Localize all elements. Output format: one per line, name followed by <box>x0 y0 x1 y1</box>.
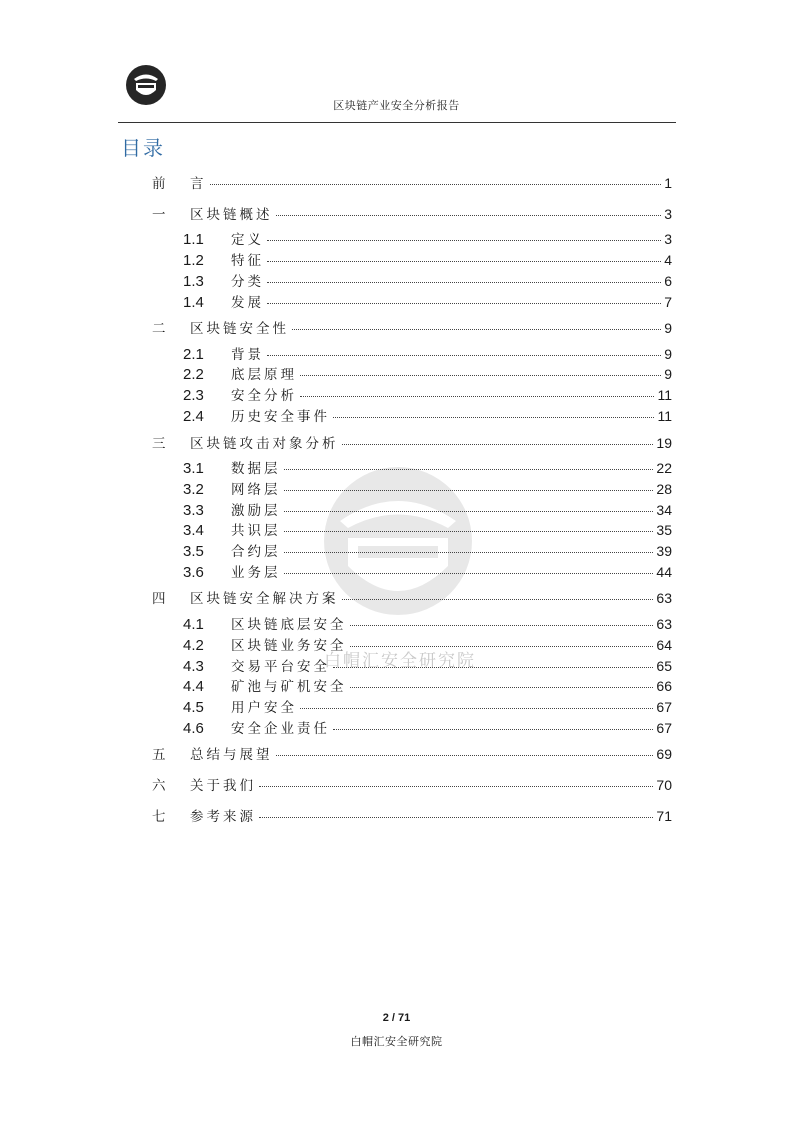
toc-number: 1.2 <box>183 252 204 269</box>
toc-number: 4.1 <box>183 616 204 633</box>
toc-section-row[interactable] <box>183 384 672 404</box>
toc-page-number: 11 <box>657 408 672 424</box>
toc-page-number: 70 <box>656 777 672 793</box>
toc-number: 1.4 <box>183 294 204 311</box>
toc-title: 安全企业责任 <box>231 721 330 737</box>
toc-leader-dots <box>210 184 662 185</box>
toc-section-row[interactable] <box>183 634 672 654</box>
toc-chapter-row[interactable] <box>152 317 672 337</box>
toc-title: 区块链概述 <box>190 207 273 223</box>
toc-page-number: 19 <box>656 435 672 451</box>
toc-number: 五 <box>152 747 166 763</box>
footer-page-number: 2 / 71 <box>382 1012 411 1024</box>
toc-leader-dots <box>342 444 654 445</box>
toc-page-number: 22 <box>656 460 672 476</box>
toc-number: 3.4 <box>183 522 204 539</box>
toc-page-number: 11 <box>657 387 672 403</box>
toc-leader-dots <box>284 573 654 574</box>
toc-page-number: 39 <box>656 543 672 559</box>
toc-page-number: 63 <box>656 590 672 606</box>
toc-leader-dots <box>284 531 654 532</box>
toc-page-number: 34 <box>656 502 672 518</box>
toc-number: 4.4 <box>183 678 204 695</box>
toc-page-number: 71 <box>656 808 672 824</box>
header-title: 区块链产业安全分析报告 <box>333 99 460 112</box>
toc-number: 4.3 <box>183 658 204 675</box>
toc-page-number: 3 <box>664 231 672 247</box>
toc-number: 3.1 <box>183 460 204 477</box>
toc-section-row[interactable] <box>183 696 672 716</box>
toc-chapter-row[interactable] <box>152 432 672 452</box>
toc-leader-dots <box>267 303 661 304</box>
toc-title: 发展 <box>231 295 264 311</box>
toc-page-number: 64 <box>656 637 672 653</box>
toc-title: 共识层 <box>231 523 281 539</box>
toc-title: 合约层 <box>231 544 281 560</box>
toc-leader-dots <box>284 552 654 553</box>
toc-leader-dots <box>342 599 654 600</box>
toc-section-row[interactable] <box>183 405 672 425</box>
toc-title: 矿池与矿机安全 <box>231 679 347 695</box>
toc-number: 二 <box>152 321 166 337</box>
toc-number: 3.5 <box>183 543 204 560</box>
toc-leader-dots <box>333 667 653 668</box>
toc-section-row[interactable] <box>183 561 672 581</box>
toc-page-number: 44 <box>656 564 672 580</box>
toc-title: 特征 <box>231 253 264 269</box>
toc-leader-dots <box>276 215 662 216</box>
toc-leader-dots <box>267 355 661 356</box>
toc-title: 区块链底层安全 <box>231 617 347 633</box>
toc-chapter-row[interactable] <box>152 587 672 607</box>
toc-leader-dots <box>284 511 654 512</box>
toc-page-number: 6 <box>664 273 672 289</box>
toc-title: 分类 <box>231 274 264 290</box>
toc-heading: 目录 <box>121 136 165 160</box>
toc-leader-dots <box>300 708 653 709</box>
toc-number: 3.2 <box>183 481 204 498</box>
toc-leader-dots <box>350 646 654 647</box>
toc-section-row[interactable] <box>183 655 672 675</box>
toc-title: 背景 <box>231 347 264 363</box>
toc-title: 定义 <box>231 232 264 248</box>
toc-chapter-row[interactable] <box>152 203 672 223</box>
toc-number: 前 <box>152 176 166 192</box>
toc-leader-dots <box>333 417 654 418</box>
toc-number: 4.5 <box>183 699 204 716</box>
footer-organization: 白帽汇安全研究院 <box>350 1035 443 1048</box>
toc-number: 2.2 <box>183 366 204 383</box>
toc-section-row[interactable] <box>183 457 672 477</box>
toc-number: 一 <box>152 207 166 223</box>
toc-title: 区块链攻击对象分析 <box>190 436 339 452</box>
toc-number: 三 <box>152 436 166 452</box>
toc-title: 安全分析 <box>231 388 297 404</box>
toc-chapter-row[interactable] <box>152 743 672 763</box>
toc-number: 1.3 <box>183 273 204 290</box>
toc-page-number: 65 <box>656 658 672 674</box>
toc-page-number: 63 <box>656 616 672 632</box>
toc-number: 4.2 <box>183 637 204 654</box>
toc-title: 业务层 <box>231 565 281 581</box>
toc-title: 交易平台安全 <box>231 659 330 675</box>
toc-title: 关于我们 <box>190 778 256 794</box>
toc-number: 七 <box>152 809 166 825</box>
toc-page-number: 66 <box>656 678 672 694</box>
toc-chapter-row[interactable] <box>152 774 672 794</box>
toc-section-row[interactable] <box>183 519 672 539</box>
toc-title: 区块链安全性 <box>190 321 289 337</box>
toc-title: 网络层 <box>231 482 281 498</box>
toc-number: 1.1 <box>183 231 204 248</box>
toc-section-row[interactable] <box>183 675 672 695</box>
toc-section-row[interactable] <box>183 343 672 363</box>
toc-leader-dots <box>276 755 654 756</box>
toc-page-number: 3 <box>664 206 672 222</box>
toc-title: 历史安全事件 <box>231 409 330 425</box>
toc-title: 用户安全 <box>231 700 297 716</box>
toc-section-row[interactable] <box>183 270 672 290</box>
toc-section-row[interactable] <box>183 613 672 633</box>
toc-section-row[interactable] <box>183 717 672 737</box>
toc-page-number: 67 <box>656 699 672 715</box>
toc-leader-dots <box>292 329 661 330</box>
toc-section-row[interactable] <box>183 228 672 248</box>
toc-leader-dots <box>259 786 653 787</box>
toc-number: 3.3 <box>183 502 204 519</box>
toc-chapter-row[interactable] <box>152 805 672 825</box>
toc-section-row[interactable] <box>183 499 672 519</box>
toc-title: 激励层 <box>231 503 281 519</box>
toc-leader-dots <box>300 375 661 376</box>
toc-leader-dots <box>267 261 661 262</box>
toc-leader-dots <box>350 625 654 626</box>
toc-title: 区块链安全解决方案 <box>190 591 339 607</box>
toc-section-row[interactable] <box>183 291 672 311</box>
toc-page-number: 9 <box>664 320 672 336</box>
toc-page-number: 4 <box>664 252 672 268</box>
toc-leader-dots <box>259 817 653 818</box>
toc-number: 4.6 <box>183 720 204 737</box>
toc-leader-dots <box>284 490 654 491</box>
toc-number: 六 <box>152 778 166 794</box>
toc-page-number: 7 <box>664 294 672 310</box>
toc-page-number: 69 <box>656 746 672 762</box>
toc-title: 底层原理 <box>231 367 297 383</box>
toc-number: 四 <box>152 591 166 607</box>
toc-leader-dots <box>333 729 653 730</box>
toc-page-number: 28 <box>656 481 672 497</box>
toc-title: 参考来源 <box>190 809 256 825</box>
toc-leader-dots <box>300 396 654 397</box>
toc-title: 区块链业务安全 <box>231 638 347 654</box>
toc-section-row[interactable] <box>183 249 672 269</box>
toc-leader-dots <box>267 240 661 241</box>
toc-chapter-row[interactable] <box>152 172 672 192</box>
toc-title: 言 <box>190 176 207 192</box>
toc-number: 2.4 <box>183 408 204 425</box>
toc-title: 数据层 <box>231 461 281 477</box>
toc-page-number: 9 <box>664 366 672 382</box>
toc-section-row[interactable] <box>183 478 672 498</box>
toc-title: 总结与展望 <box>190 747 273 763</box>
toc-leader-dots <box>267 282 661 283</box>
toc-page-number: 35 <box>656 522 672 538</box>
toc-section-row[interactable] <box>183 363 672 383</box>
toc-number: 3.6 <box>183 564 204 581</box>
toc-number: 2.1 <box>183 346 204 363</box>
toc-leader-dots <box>350 687 654 688</box>
toc-leader-dots <box>284 469 654 470</box>
toc-page-number: 9 <box>664 346 672 362</box>
toc-page-number: 67 <box>656 720 672 736</box>
toc-section-row[interactable] <box>183 540 672 560</box>
toc-page-number: 1 <box>664 175 672 191</box>
toc-number: 2.3 <box>183 387 204 404</box>
watermark-text: 白帽汇安全研究院 <box>324 651 476 671</box>
